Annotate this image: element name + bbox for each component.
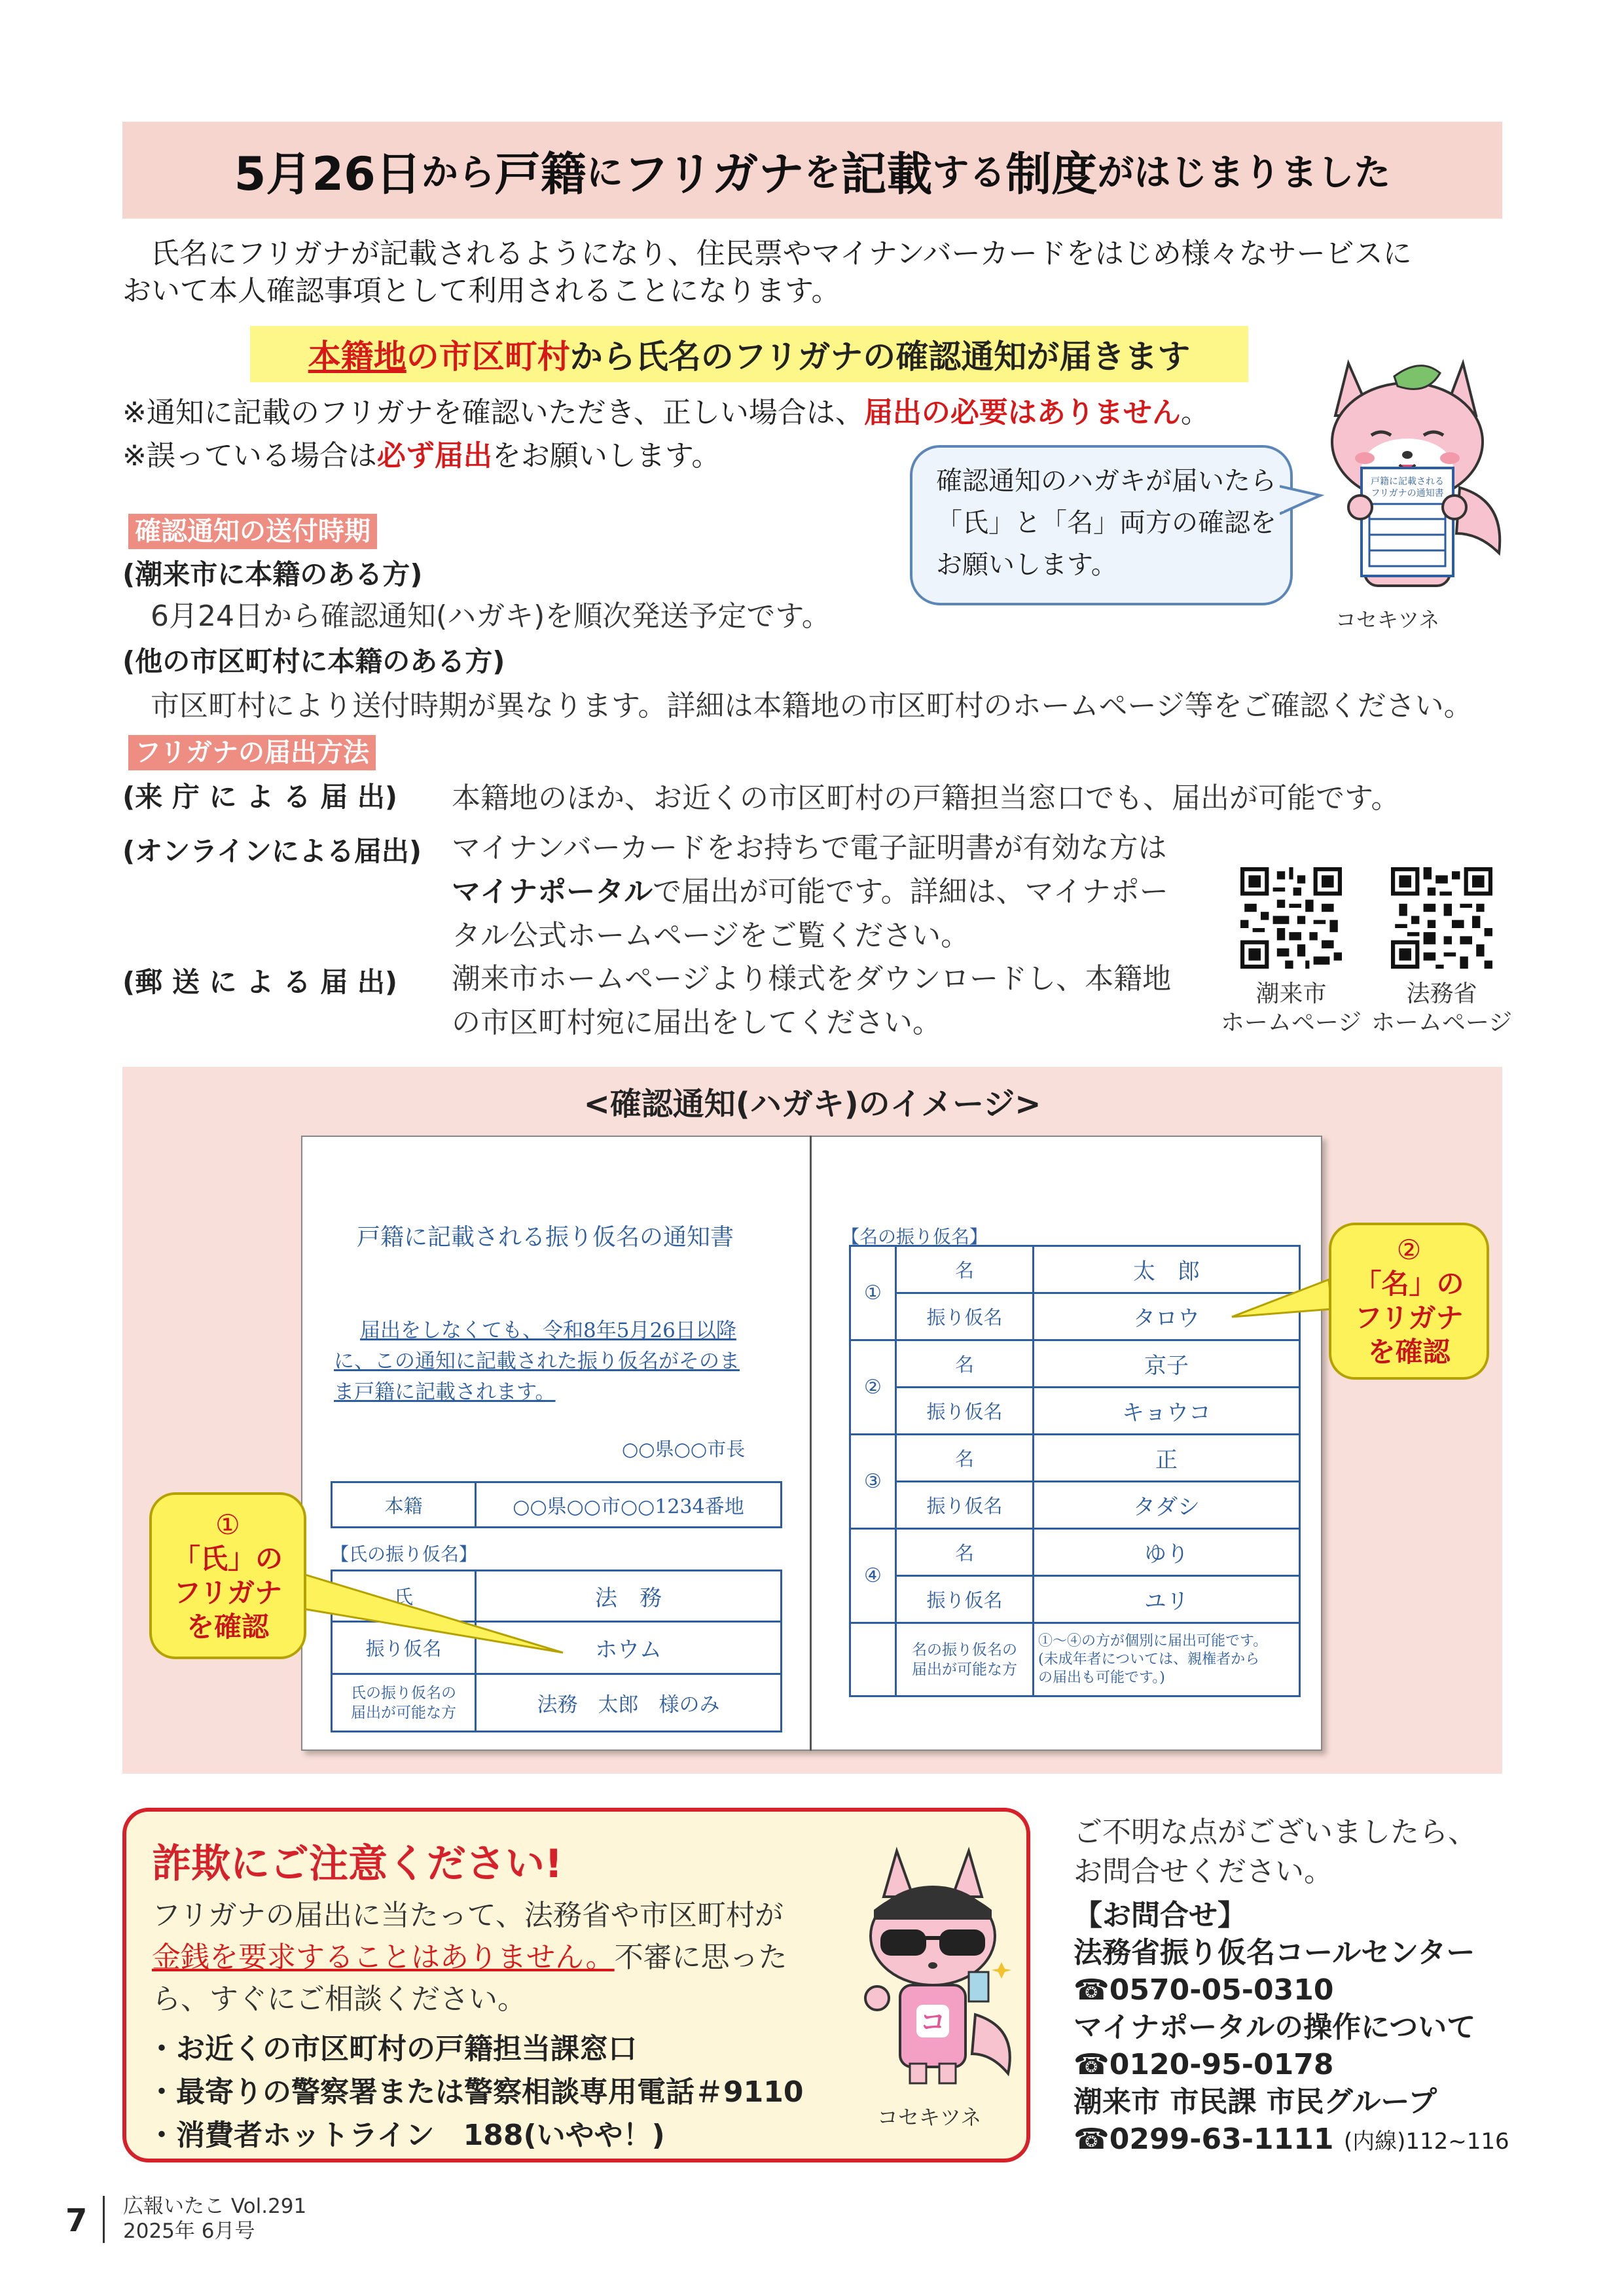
honseki-value: ○○県○○市○○1234番地 bbox=[476, 1482, 782, 1528]
svg-text:戸籍に記載される: 戸籍に記載される bbox=[1371, 476, 1444, 487]
svg-text:コ: コ bbox=[920, 2007, 946, 2037]
notice-title: 戸籍に記載される振り仮名の通知書 bbox=[357, 1224, 734, 1251]
postcard-image-heading: <確認通知(ハガキ)のイメージ> bbox=[583, 1086, 1041, 1122]
given-name-heading: 【名の振り仮名】 bbox=[841, 1226, 988, 1247]
fraud-text: フリガナの届出に当たって、法務省や市区町村が 金銭を要求することはありません。不審に思った ら、すぐにご相談ください。 bbox=[152, 1899, 787, 2016]
fox-sunglasses-mascot-icon bbox=[848, 1838, 1018, 2093]
given-name-num-4: ④ bbox=[850, 1529, 896, 1623]
given-name-label: 名 bbox=[896, 1246, 1034, 1293]
note-1: ※通知に記載のフリガナを確認いただき、正しい場合は、届出の必要はありません。 bbox=[122, 396, 1210, 429]
itako-qr-caption: 潮来市 ホームページ bbox=[1220, 980, 1362, 1036]
callout-given-name: ② 「名」の フリガナ を確認 bbox=[1329, 1223, 1489, 1380]
note-2: ※誤っている場合は必ず届出をお願いします。 bbox=[122, 439, 721, 473]
given-name-num-3: ③ bbox=[850, 1435, 896, 1529]
method-online-text: マイナンバーカードをお持ちで電子証明書が有効な方は マイナポータルで届出が可能です。詳細は、マイナポー タル公式ホームページをご覧ください。 bbox=[452, 831, 1168, 952]
contact-list: 【お問合せ】 法務省振り仮名コールセンター ☎0570-05-0310 マイナポータルの操作について ☎0120-95-0178 潮来市 市民課 市民グループ ☎0299-63-1111 (内線)112~116 bbox=[1074, 1899, 1509, 2156]
given-kana-label: 振り仮名 bbox=[896, 1388, 1034, 1435]
footer-publication: 広報いたこ Vol.291 2025年 6月号 bbox=[123, 2195, 307, 2243]
given-kana-value: タダシ bbox=[1034, 1482, 1300, 1529]
mayor-line: ○○県○○市長 bbox=[622, 1438, 746, 1460]
given-kana-value: タロウ bbox=[1034, 1293, 1300, 1340]
callout-surname: ① 「氏」の フリガナ を確認 bbox=[149, 1492, 306, 1659]
fraud-contact-list: ・お近くの市区町村の戸籍担当課窓口 ・最寄りの警察署または警察相談専用電話＃9110 ・消費者ホットライン 188(いやや！) bbox=[147, 2032, 804, 2152]
given-eligible-label: 名の振り仮名の 届出が可能な方 bbox=[896, 1623, 1034, 1696]
fraud-mascot-caption: コセキツネ bbox=[877, 2105, 982, 2130]
page-number: 7 bbox=[65, 2202, 88, 2239]
schedule-label: 確認通知の送付時期 bbox=[128, 514, 377, 549]
surname-kana-label: 振り仮名 bbox=[332, 1622, 476, 1674]
schedule-itako-heading: (潮来市に本籍のある方) bbox=[122, 558, 423, 590]
notice-text: 届出をしなくても、令和8年5月26日以降 に、この通知に記載された振り仮名がそのま ま戸籍に記載されます。 bbox=[334, 1319, 740, 1404]
surname-eligible-value: 法務 太郎 様のみ bbox=[476, 1674, 782, 1732]
given-kana-label: 振り仮名 bbox=[896, 1576, 1034, 1623]
given-eligible-value: ①～④の方が個別に届出可能です。 (未成年者については、親権者から の届出も可能です。) bbox=[1034, 1623, 1300, 1696]
method-mail-label: (郵 送 に よ る 届 出) bbox=[122, 966, 398, 998]
given-kana-label: 振り仮名 bbox=[896, 1293, 1034, 1340]
given-name-label: 名 bbox=[896, 1340, 1034, 1388]
honseki-label: 本籍 bbox=[332, 1482, 476, 1528]
surname-kana-value: ホウム bbox=[476, 1622, 782, 1674]
moj-qr-caption: 法務省 ホームページ bbox=[1371, 980, 1513, 1036]
methods-label: フリガナの届出方法 bbox=[128, 735, 376, 770]
given-kana-value: キョウコ bbox=[1034, 1388, 1300, 1435]
intro-line-1: 氏名にフリガナが記載されるようになり、住民票やマイナンバーカードをはじめ様々なサービスに bbox=[151, 237, 1412, 270]
method-online-label: (オンラインによる届出) bbox=[122, 835, 422, 867]
surname-value: 法 務 bbox=[476, 1571, 782, 1622]
footer-divider bbox=[103, 2196, 105, 2243]
schedule-itako-text: 6月24日から確認通知(ハガキ)を順次発送予定です。 bbox=[151, 600, 831, 633]
schedule-other-text: 市区町村により送付時期が異なります。詳細は本籍地の市区町村のホームページ等をご確認ください。 bbox=[151, 689, 1473, 723]
given-name-value: 正 bbox=[1034, 1435, 1300, 1482]
given-name-value: 太 郎 bbox=[1034, 1246, 1300, 1293]
method-visit-label: (来 庁 に よ る 届 出) bbox=[122, 781, 398, 813]
given-kana-value: ユリ bbox=[1034, 1576, 1300, 1623]
given-name-num-2: ② bbox=[850, 1340, 896, 1435]
given-name-label: 名 bbox=[896, 1529, 1034, 1576]
mascot-caption: コセキツネ bbox=[1335, 607, 1440, 632]
speech-bubble-text: 確認通知のハガキが届いたら 「氏」と「名」両方の確認を お願いします。 bbox=[936, 466, 1276, 580]
page-title: 5月26日 から 戸籍 に フリガナ を 記載 する 制度 がはじまりました bbox=[234, 147, 1391, 201]
given-name-label: 名 bbox=[896, 1435, 1034, 1482]
fraud-title: 詐欺にご注意ください! bbox=[152, 1841, 563, 1887]
surname-label: 氏 bbox=[332, 1571, 476, 1622]
contact-intro: ご不明な点がございましたら、 お問合せください。 bbox=[1074, 1816, 1477, 1888]
surname-heading: 【氏の振り仮名】 bbox=[331, 1543, 478, 1565]
method-visit-text: 本籍地のほか、お近くの市区町村の戸籍担当窓口でも、届出が可能です。 bbox=[452, 781, 1400, 815]
given-kana-label: 振り仮名 bbox=[896, 1482, 1034, 1529]
method-mail-text: 潮来市ホームページより様式をダウンロードし、本籍地 の市区町村宛に届出をしてください。 bbox=[452, 962, 1172, 1039]
subheading: 本籍地 の市区町村 から氏名のフリガナの確認通知が届きます bbox=[308, 338, 1191, 376]
surname-eligible-label: 氏の振り仮名の 届出が可能な方 bbox=[332, 1674, 476, 1732]
svg-text:フリガナの通知書: フリガナの通知書 bbox=[1371, 488, 1444, 499]
given-name-num-1: ① bbox=[850, 1246, 896, 1340]
given-name-value: ゆり bbox=[1034, 1529, 1300, 1576]
intro-line-2: おいて本人確認事項として利用されることになります。 bbox=[122, 274, 840, 308]
given-name-value: 京子 bbox=[1034, 1340, 1300, 1388]
schedule-other-heading: (他の市区町村に本籍のある方) bbox=[122, 645, 505, 677]
